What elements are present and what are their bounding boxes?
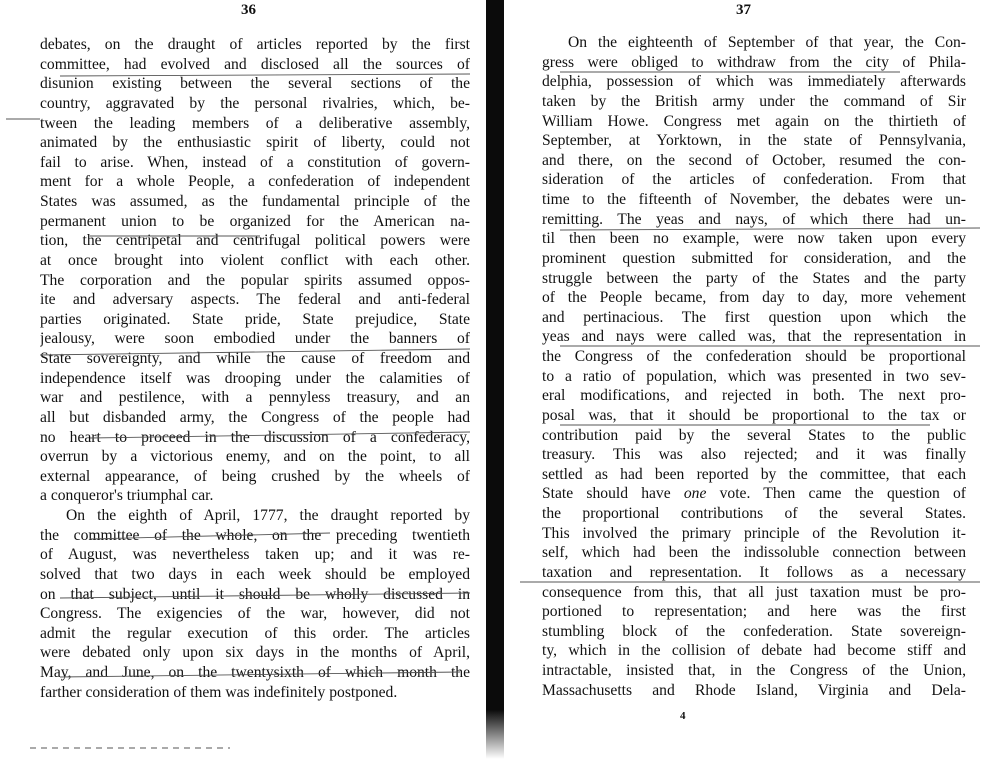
- right-page: [504, 0, 1000, 759]
- book-gutter: [486, 0, 504, 710]
- text-line: war and pestilence, with a pennyless treasury, and an: [40, 389, 470, 407]
- text-line: stumbling block of the confederation. State sovereign-: [542, 622, 966, 640]
- left-page-text: [40, 35, 470, 702]
- text-line: portioned to representation; and here was the first: [542, 603, 966, 621]
- text-line: ite and adversary aspects. The federal and anti-federal: [40, 291, 470, 309]
- text-line: independence itself was drooping under the calamities of: [40, 369, 470, 387]
- text-line: fail to arise. When, instead of a constitution of govern-: [40, 153, 470, 171]
- text-line: solved that two days in each week should be employed: [40, 565, 470, 583]
- text-line: disunion existing between the several sections of the: [40, 75, 470, 93]
- left-page: [0, 0, 486, 759]
- text-line: consequence from this, that all just taxation must be pro-: [542, 583, 966, 601]
- text-line: committee, had evolved and disclosed all the sources of: [40, 55, 470, 73]
- text-line: jealousy, were soon embodied under the banners of: [40, 330, 470, 348]
- text-line: animated by the enthusiastic spirit of liberty, could not: [40, 134, 470, 152]
- text-line: on that subject, until it should be wholly discussed in: [40, 585, 470, 603]
- text-line: The corporation and the popular spirits assumed oppos-: [40, 271, 470, 289]
- text-line: the Congress of the confederation should be proportional: [542, 348, 966, 365]
- text-line: and there, on the second of October, resumed the con-: [542, 151, 966, 169]
- text-line: taxation and representation. It follows as a necessary: [542, 563, 966, 581]
- text-line: May, and June, on the twentysixth of which month the: [40, 664, 470, 681]
- right-page-text: [542, 33, 966, 700]
- text-line: parties originated. State pride, State prejudice, State: [40, 310, 470, 328]
- text-line: external appearance, of being crushed by the wheels of: [40, 467, 470, 485]
- text-line: all but disbanded army, the Congress of the people had: [40, 408, 470, 426]
- text-line: State sovereignty, and while the cause of freedom and: [40, 350, 470, 367]
- text-line: time to the fifteenth of November, the debates were un-: [542, 191, 966, 208]
- text-line: and pertinacious. The first question upon which the: [542, 308, 966, 326]
- text-line: the proportional contributions of the several States.: [542, 505, 966, 522]
- text-line: State should have one vote. Then came the question of: [542, 485, 966, 503]
- text-line: States was assumed, as the fundamental principle of the: [40, 193, 470, 210]
- text-line: overrun by a victorious enemy, and on the point, to all: [40, 448, 470, 466]
- text-line: taken by the British army under the command of Sir: [542, 92, 966, 110]
- text-line: admit the regular execution of this order. The articles: [40, 624, 470, 642]
- text-line: delphia, possession of which was immediately afterwards: [542, 73, 966, 91]
- text-line: til then been no example, were now taken upon every: [542, 230, 966, 248]
- text-line: This involved the primary principle of the Revolution it-: [542, 524, 966, 542]
- text-line: tween the leading members of a deliberative assembly,: [40, 114, 470, 132]
- text-line: of the People became, from day to day, more vehement: [542, 289, 966, 307]
- text-line: prominent question submitted for consideration, and the: [542, 249, 966, 267]
- text-line: treasury. This was also rejected; and it was finally: [542, 446, 966, 464]
- text-line: at once brought into violent conflict with each other.: [40, 251, 470, 269]
- text-line: debates, on the draught of articles reported by the first: [40, 36, 470, 53]
- text-line: struggle between the party of the States and the party: [542, 269, 966, 287]
- text-line: On the eighteenth of September of that year, the Con-: [568, 34, 966, 51]
- text-line: a conqueror's triumphal car.: [40, 487, 214, 505]
- text-line: ment for a whole People, a confederation of independent: [40, 173, 470, 191]
- text-line: of August, was nevertheless taken up; and it was re-: [40, 546, 470, 564]
- text-line: yeas and nays were called was, that the representation in: [542, 328, 966, 346]
- text-line: remitting. The yeas and nays, of which there had un-: [542, 210, 966, 228]
- text-line: no heart to proceed in the discussion of a confederacy,: [40, 428, 470, 446]
- text-line: farther consideration of them was indefinitely postponed.: [40, 683, 398, 701]
- text-line: contribution paid by the several States to the public: [542, 426, 966, 444]
- text-line: country, aggravated by the personal rivalries, which, be-: [40, 94, 470, 112]
- text-line: gress were obliged to withdraw from the city of Phila-: [542, 53, 966, 71]
- page-number-left: 36: [241, 2, 256, 18]
- text-line: self, which had been the indissoluble connection between: [542, 544, 966, 562]
- text-line: to a ratio of population, which was presented in two sev-: [542, 367, 966, 385]
- text-line: the committee of the whole, on the preceding twentieth: [40, 526, 470, 544]
- page-number-right: 37: [736, 2, 751, 18]
- book-gutter-shadow: [486, 710, 504, 759]
- text-line: eral modifications, and rejected in both. The next pro-: [542, 387, 966, 405]
- text-line: were debated only upon six days in the months of April,: [40, 644, 470, 662]
- text-line: September, at Yorktown, in the state of Pennsylvania,: [542, 132, 966, 150]
- text-line: On the eighth of April, 1777, the draught reported by: [66, 507, 470, 524]
- text-line: tion, the centripetal and centrifugal political powers were: [40, 232, 470, 250]
- text-line: William Howe. Congress met again on the thirtieth of: [542, 112, 966, 130]
- text-line: intractable, insisted that, in the Congress of the Union,: [542, 662, 966, 679]
- text-line: posal was, that it should be proportional to the tax or: [542, 406, 966, 424]
- text-line: Massachusetts and Rhode Island, Virginia and Dela-: [542, 681, 966, 699]
- text-line: settled as had been reported by the committee, that each: [542, 465, 966, 483]
- text-line: ty, which in the collision of debate had become stiff and: [542, 642, 966, 660]
- text-line: sideration of the articles of confederation. From that: [542, 171, 966, 189]
- text-line: permanent union to be organized for the American na-: [40, 212, 470, 230]
- signature-mark: 4: [680, 710, 686, 722]
- text-line: Congress. The exigencies of the war, however, did not: [40, 605, 470, 623]
